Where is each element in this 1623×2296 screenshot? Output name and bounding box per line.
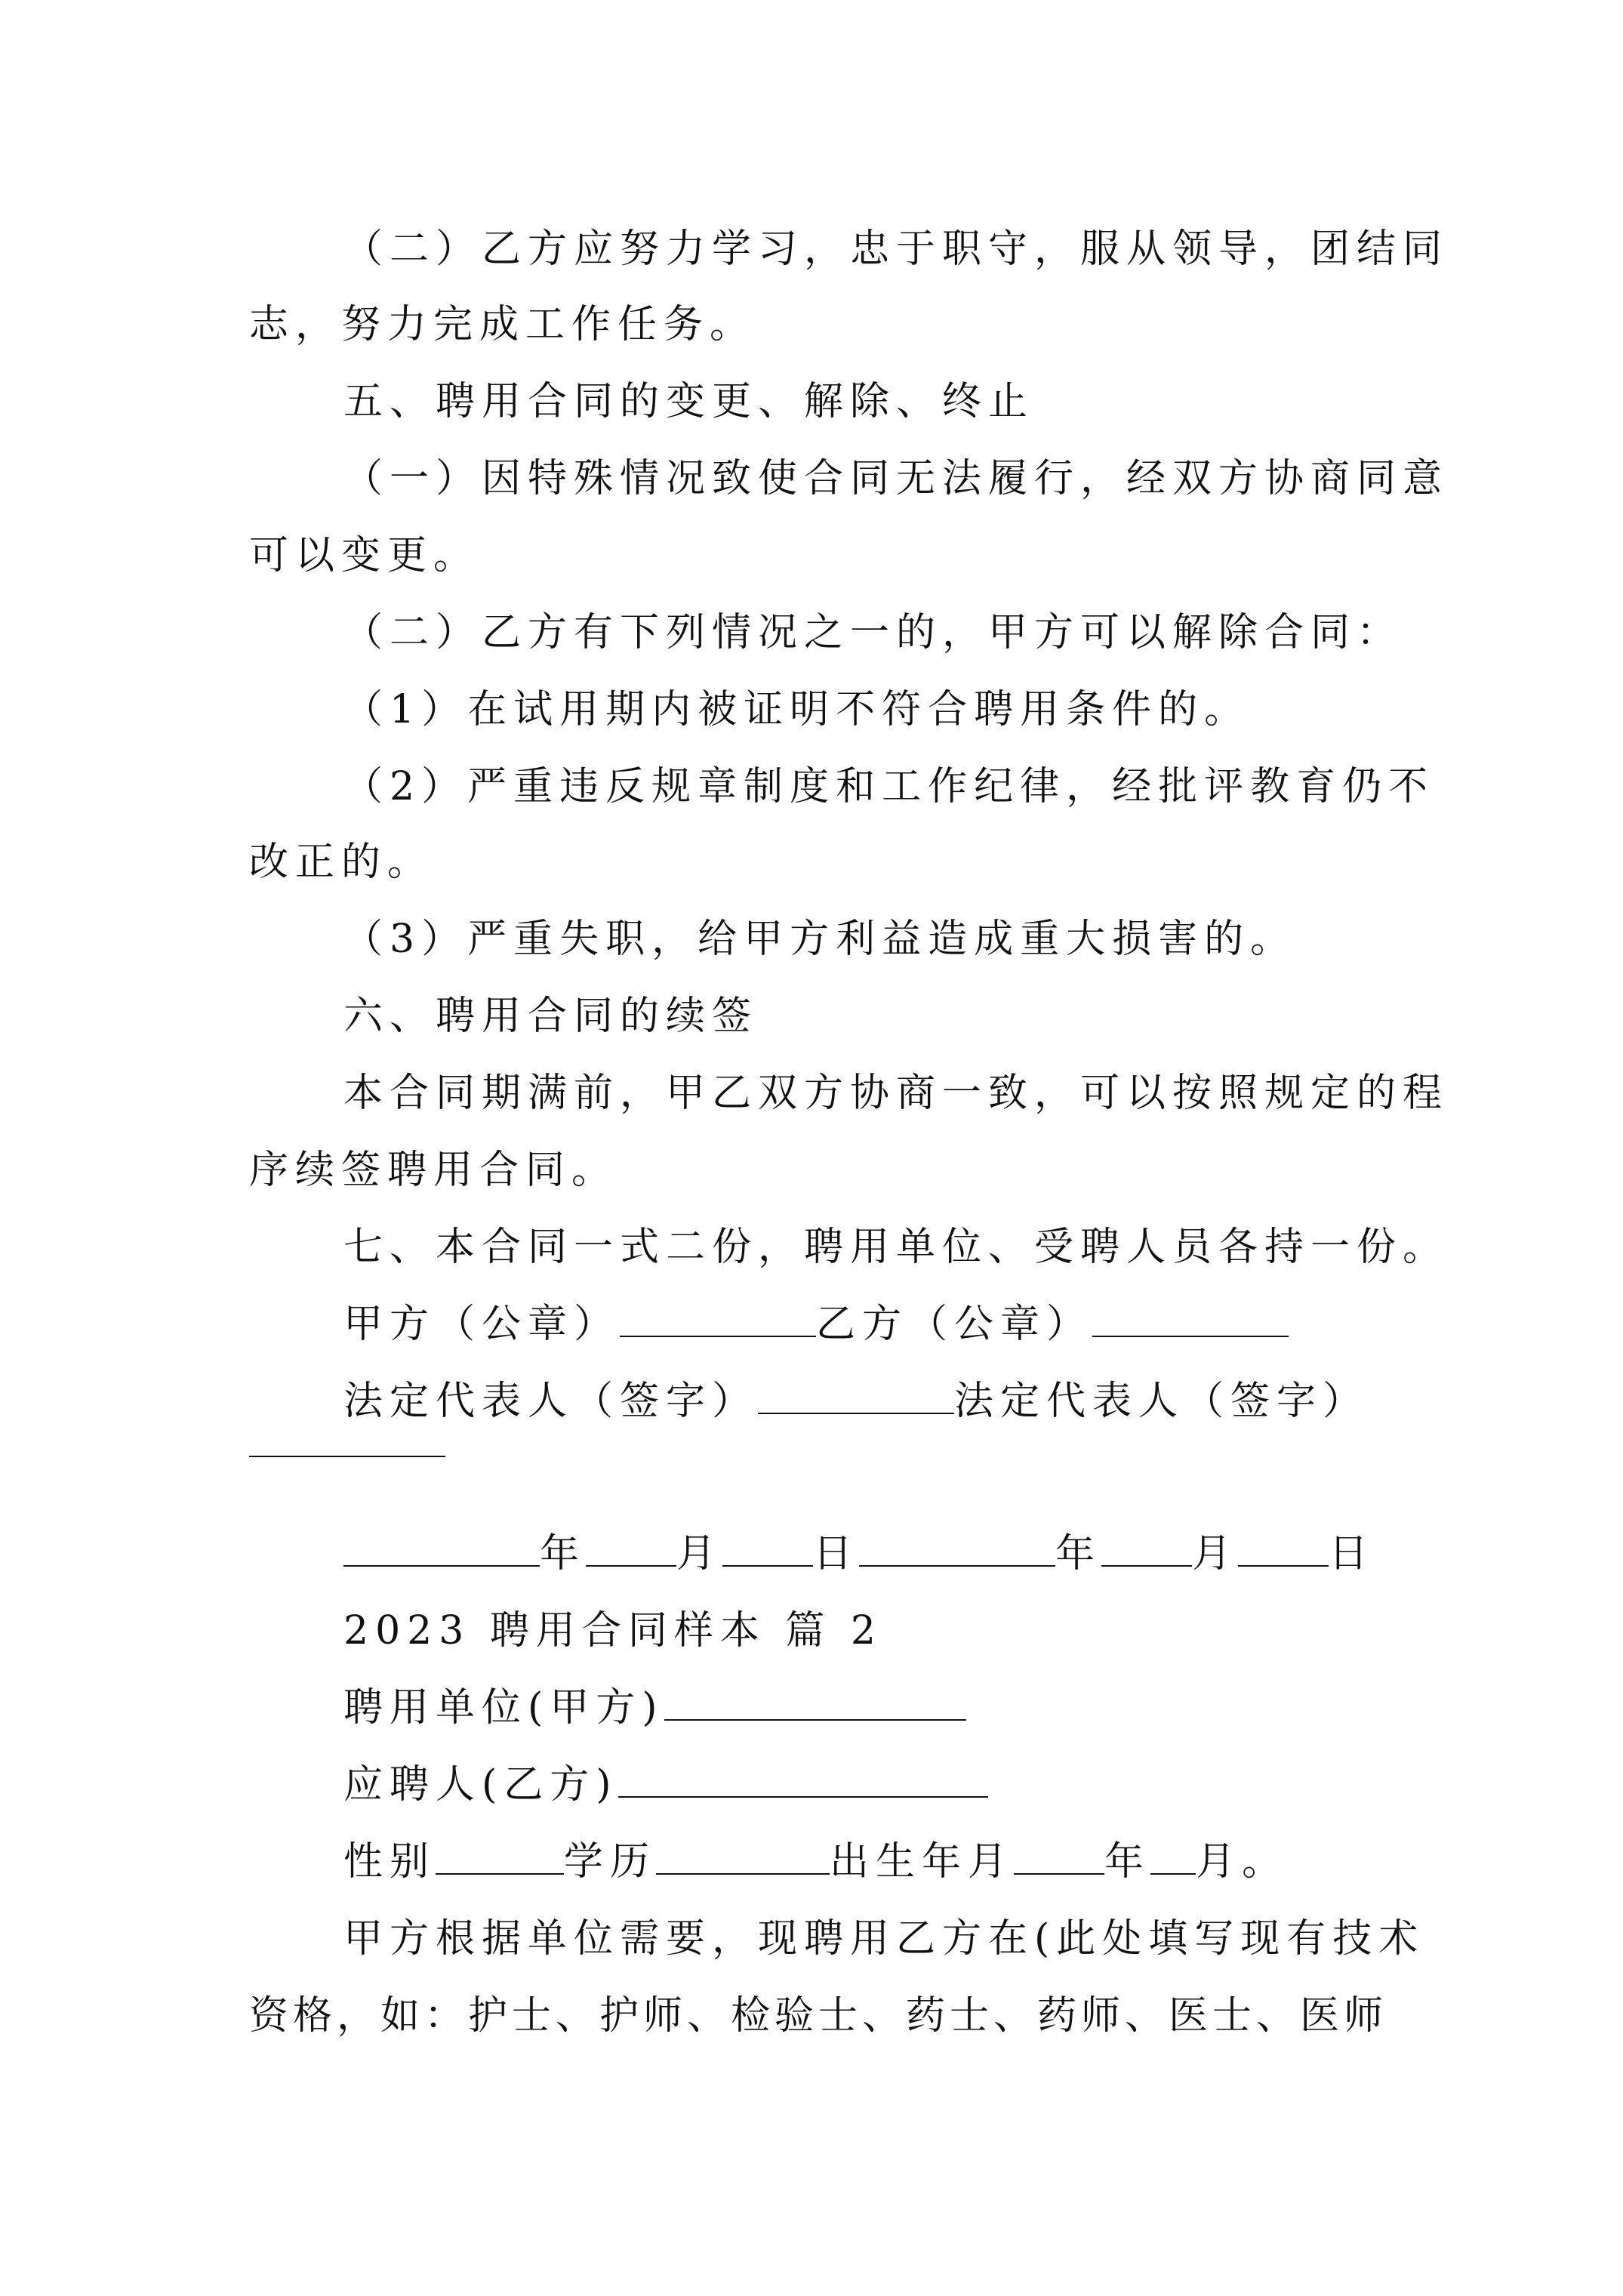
party-b-seal-blank bbox=[1092, 1302, 1289, 1337]
applicant-blank bbox=[618, 1763, 988, 1798]
paragraph-line: 志，努力完成工作任务。 bbox=[249, 302, 756, 347]
party-b-rep-blank bbox=[249, 1425, 445, 1457]
section-heading: 五、聘用合同的变更、解除、终止 bbox=[343, 379, 1035, 424]
employer-label: 聘用单位(甲方) bbox=[343, 1685, 664, 1730]
list-item: （1）在试用期内被证明不符合聘用条件的。 bbox=[343, 687, 1251, 732]
applicant-label: 应聘人(乙方) bbox=[343, 1762, 618, 1808]
section-heading: 六、聘用合同的续签 bbox=[343, 994, 759, 1039]
day-label: 日 bbox=[813, 1531, 860, 1576]
birth-month-blank bbox=[1150, 1840, 1196, 1875]
paragraph-line: 本合同期满前，甲乙双方协商一致，可以按照规定的程 bbox=[343, 1071, 1449, 1116]
party-a-seal-blank bbox=[620, 1302, 816, 1337]
paragraph-line: （二）乙方有下列情况之一的，甲方可以解除合同： bbox=[343, 610, 1403, 655]
month-label: 月 bbox=[676, 1531, 723, 1576]
section-heading: 七、本合同一式二份，聘用单位、受聘人员各持一份。 bbox=[343, 1225, 1449, 1270]
paragraph-line: （一）因特殊情况致使合同无法履行，经双方协商同意 bbox=[343, 456, 1449, 501]
document-subtitle: 2023 聘用合同样本 篇 2 bbox=[343, 1608, 883, 1653]
gender-label: 性别 bbox=[343, 1839, 436, 1885]
birth-label: 出生年月 bbox=[830, 1839, 1015, 1885]
representative-line bbox=[343, 1379, 1369, 1424]
month-label: 月。 bbox=[1196, 1839, 1289, 1885]
party-b-rep-label: 法定代表人（签字） bbox=[954, 1379, 1369, 1424]
party-a-day-blank bbox=[722, 1532, 813, 1567]
applicant-line bbox=[343, 1762, 988, 1808]
party-b-year-blank bbox=[859, 1532, 1055, 1567]
year-label: 年 bbox=[1055, 1531, 1102, 1576]
employer-line bbox=[343, 1685, 966, 1730]
party-b-day-blank bbox=[1238, 1532, 1329, 1567]
party-a-rep-blank bbox=[758, 1379, 954, 1414]
party-a-year-blank bbox=[343, 1532, 540, 1567]
list-item: （3）严重失职，给甲方利益造成重大损害的。 bbox=[343, 917, 1297, 962]
education-label: 学历 bbox=[564, 1839, 657, 1885]
party-a-seal-label: 甲方（公章） bbox=[343, 1302, 621, 1347]
employer-blank bbox=[664, 1686, 966, 1721]
date-line bbox=[343, 1531, 1375, 1576]
party-a-rep-label: 法定代表人（签字） bbox=[343, 1379, 759, 1424]
paragraph-line: 甲方根据单位需要，现聘用乙方在(此处填写现有技术 bbox=[343, 1916, 1425, 1962]
education-blank bbox=[656, 1840, 830, 1875]
paragraph-line: 资格，如：护士、护师、检验士、药士、药师、医士、医师 bbox=[249, 1993, 1388, 2039]
paragraph-line: 改正的。 bbox=[249, 840, 434, 885]
birth-year-blank bbox=[1014, 1840, 1104, 1875]
paragraph-line: 序续签聘用合同。 bbox=[249, 1148, 618, 1193]
year-label: 年 bbox=[1104, 1839, 1151, 1885]
seal-line bbox=[343, 1302, 1289, 1347]
party-b-seal-label: 乙方（公章） bbox=[816, 1302, 1093, 1347]
year-label: 年 bbox=[540, 1531, 587, 1576]
party-a-month-blank bbox=[586, 1532, 676, 1567]
paragraph-line: 可以变更。 bbox=[249, 533, 480, 578]
party-b-month-blank bbox=[1101, 1532, 1192, 1567]
gender-blank bbox=[436, 1840, 564, 1875]
list-item: （2）严重违反规章制度和工作纪律，经批评教育仍不 bbox=[343, 764, 1435, 809]
month-label: 月 bbox=[1192, 1531, 1239, 1576]
paragraph-line: （二）乙方应努力学习，忠于职守，服从领导，团结同 bbox=[343, 227, 1449, 272]
personal-info-line bbox=[343, 1839, 1288, 1885]
day-label: 日 bbox=[1329, 1531, 1375, 1576]
